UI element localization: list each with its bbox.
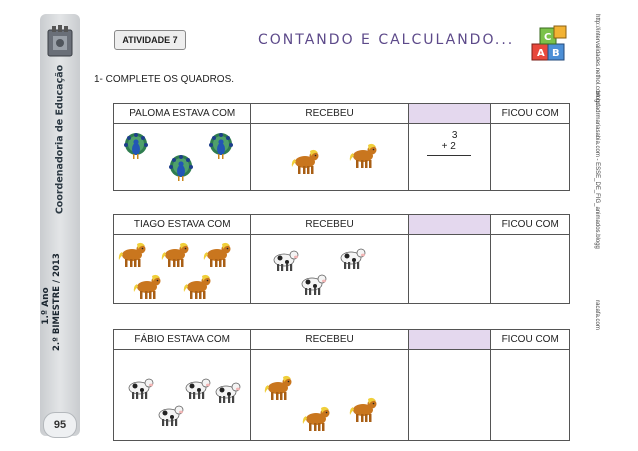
- peacock-icon: [121, 132, 151, 160]
- calc-line: [427, 155, 471, 156]
- city-crest-icon: [46, 24, 74, 60]
- calc-first-number: 3: [451, 130, 458, 141]
- pony-icon: [290, 147, 320, 175]
- had-cell: [114, 350, 251, 440]
- pony-icon: [348, 395, 378, 423]
- calculation-cell[interactable]: [409, 235, 492, 303]
- svg-text:A: A: [537, 48, 545, 59]
- header-blank: [409, 104, 492, 123]
- table-header: [114, 215, 569, 235]
- calculation-cell[interactable]: [409, 350, 492, 440]
- grade-label: [41, 253, 63, 351]
- page-title: CONTANDO E CALCULANDO...: [258, 32, 515, 48]
- peacock-icon: [166, 154, 196, 182]
- cow-icon: [298, 269, 328, 297]
- header-blank: [409, 215, 492, 234]
- cow-icon: [125, 373, 155, 401]
- header-blank: [409, 330, 492, 349]
- calc-second-number: + 2: [441, 141, 456, 152]
- table-body: [114, 350, 569, 440]
- calculation: [425, 130, 473, 156]
- header-received: RECEBEU: [251, 104, 408, 123]
- grade-year: 1.º Ano: [41, 287, 51, 325]
- credit-bottom: racafa.com: [594, 300, 600, 330]
- had-cell: [114, 124, 251, 190]
- pony-icon: [263, 373, 293, 401]
- exercise-table: [113, 103, 570, 191]
- instruction-text: 1- COMPLETE OS QUADROS.: [94, 74, 235, 85]
- pony-icon: [132, 272, 162, 300]
- cow-icon: [270, 245, 300, 273]
- pony-icon: [182, 272, 212, 300]
- received-cell: [251, 350, 408, 440]
- pony-icon: [202, 240, 232, 268]
- activity-badge: ATIVIDADE 7: [114, 30, 186, 50]
- cow-icon: [182, 373, 212, 401]
- table-header: [114, 104, 569, 124]
- pony-icon: [348, 141, 378, 169]
- pony-icon: [160, 240, 190, 268]
- sidebar: [40, 14, 80, 436]
- table-body: [114, 124, 569, 190]
- calculation-cell[interactable]: [409, 124, 492, 190]
- credit-middle: blogdadrmariasabia.com - ESSE_DE_FIG_animados.blogg: [594, 91, 600, 249]
- table-header: [114, 330, 569, 350]
- credit-top: http://intervalidades.nethol.com.br/: [594, 14, 600, 106]
- header-received: RECEBEU: [251, 330, 408, 349]
- had-cell: [114, 235, 251, 303]
- cow-icon: [337, 243, 367, 271]
- exercise-table: [113, 329, 570, 441]
- received-cell: [251, 235, 408, 303]
- header-had: FÁBIO ESTAVA COM: [114, 330, 251, 349]
- header-had: TIAGO ESTAVA COM: [114, 215, 251, 234]
- header-received: RECEBEU: [251, 215, 408, 234]
- received-cell: [251, 124, 408, 190]
- header-total: FICOU COM: [501, 334, 559, 345]
- svg-text:B: B: [552, 48, 560, 59]
- answer-cell[interactable]: [491, 124, 569, 190]
- pony-icon: [117, 240, 147, 268]
- bimester-label: 2.º BIMESTRE / 2013: [52, 253, 62, 351]
- svg-text:C: C: [544, 32, 552, 43]
- sidebar-title: Coordenadoria de Educação: [54, 64, 66, 215]
- pony-icon: [301, 404, 331, 432]
- page-number: 95: [43, 412, 77, 438]
- answer-cell[interactable]: [491, 350, 569, 440]
- abc-blocks-icon: [530, 22, 570, 66]
- header-had: PALOMA ESTAVA COM: [114, 104, 251, 123]
- table-body: [114, 235, 569, 303]
- exercise-table: [113, 214, 570, 304]
- peacock-icon: [206, 132, 236, 160]
- header-total: FICOU COM: [501, 108, 559, 119]
- cow-icon: [155, 400, 185, 428]
- answer-cell[interactable]: [491, 235, 569, 303]
- header-total: FICOU COM: [501, 219, 559, 230]
- cow-icon: [212, 377, 242, 405]
